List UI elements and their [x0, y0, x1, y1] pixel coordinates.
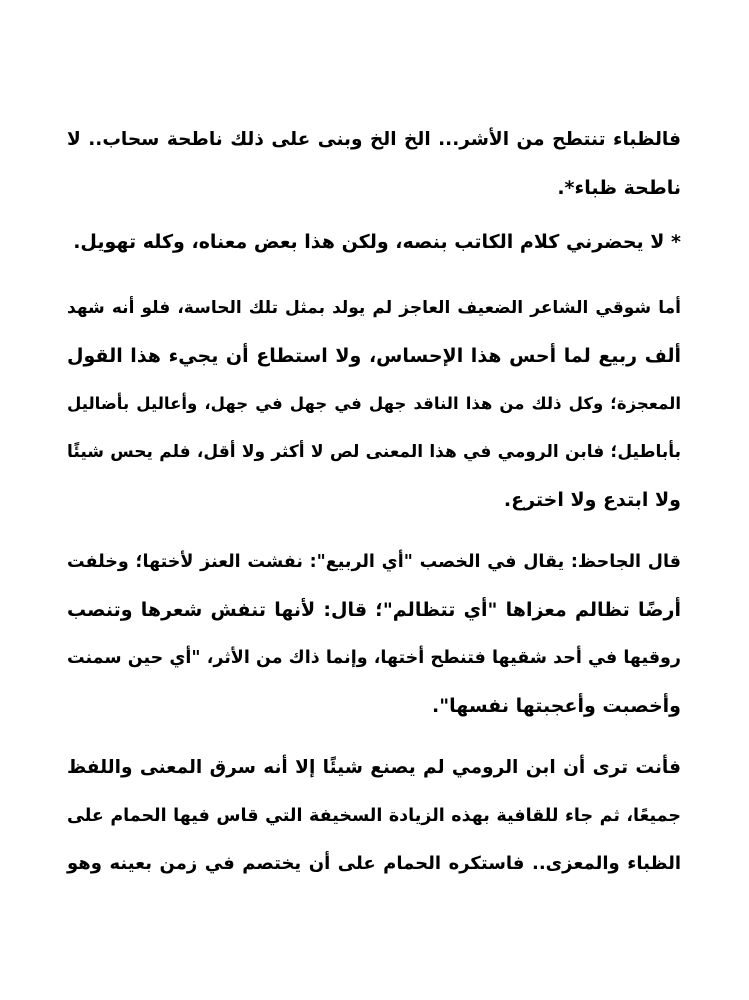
paragraph-4 — [67, 744, 681, 888]
text-line: أرضًا تظالم معزاها "أي تتظالم"؛ قال: لأنها تنفش شعرها وتنصب — [67, 599, 681, 621]
text-line: جميعًا، ثم جاء للقافية بهذه الزيادة السخيفة التي قاس فيها الحمام على — [67, 806, 681, 826]
text-line: قال الجاحظ: يقال في الخصب "أي الربيع": نفشت العنز لأختها؛ وخلفت — [67, 552, 681, 572]
text-line: بأباطيل؛ فابن الرومي في هذا المعنى لص لا أكثر ولا أقل، فلم يحس شيئًا — [67, 442, 681, 462]
paragraph-2 — [67, 284, 681, 524]
footnote — [67, 218, 681, 266]
text-line: فأنت ترى أن ابن الرومي لم يصنع شيئًا إلا أنه سرق المعنى واللفظ — [67, 757, 681, 778]
text-line: ألف ربيع لما أحس هذا الإحساس، ولا استطاع أن يجيء هذا القول — [67, 345, 681, 367]
text-line: فالظباء تنتطح من الأشر... الخ الخ وبنى على ذلك ناطحة سحاب.. لا — [67, 129, 681, 150]
text-line: المعجزة؛ وكل ذلك من هذا الناقد جهل في جهل في جهل، وأعاليل بأضاليل — [67, 394, 681, 413]
paragraph-3 — [67, 538, 681, 730]
paragraph-1 — [67, 116, 681, 212]
text-line: أما شوقي الشاعر الضعيف العاجز لم يولد بمثل تلك الحاسة، فلو أنه شهد — [67, 298, 681, 318]
document-page — [67, 116, 681, 902]
text-line: ناطحة ظباء*. — [557, 177, 681, 199]
text-line: وأخصبت وأعجبتها نفسها". — [432, 695, 681, 717]
text-line: ولا ابتدع ولا اخترع. — [503, 489, 681, 511]
footnote-line: * لا يحضرني كلام الكاتب بنصه، ولكن هذا بعض معناه، وكله تهويل. — [73, 231, 681, 253]
text-line: الظباء والمعزى.. فاستكره الحمام على أن يختصم في زمن بعينه وهو — [67, 853, 681, 874]
text-line: روقيها في أحد شقيها فتنطح أختها، وإنما ذاك من الأثر، "أي حين سمنت — [67, 648, 681, 668]
